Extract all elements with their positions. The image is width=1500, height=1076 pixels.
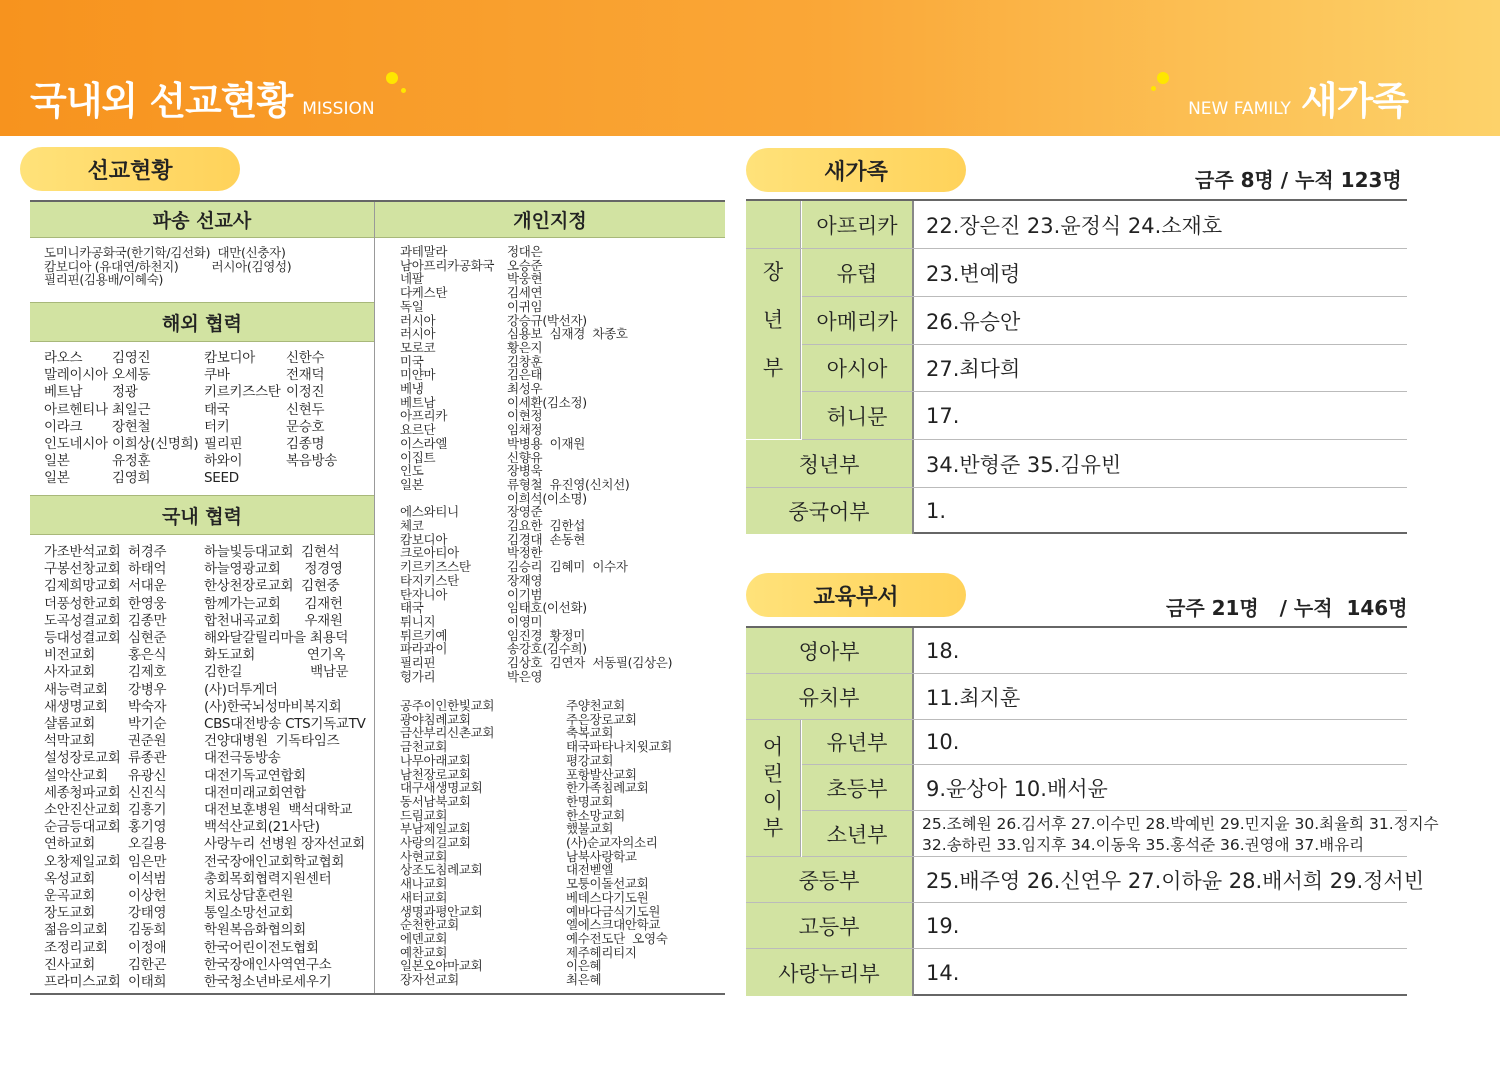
table-row — [746, 628, 1407, 674]
row-value: 10. — [926, 730, 960, 754]
newfamily-table — [746, 199, 1407, 534]
row-value: 22.장은진 23.윤정식 24.소재호 — [926, 213, 1223, 238]
row-label: 유럽 — [802, 249, 914, 296]
personal-country: 과테말라 남아프리카공화국 네팔 다케스탄 독일 러시아 러시아 모로코 미국 미얀마 베냉 베트남 아프리카 요르단 이스라엘 이집트 인도 일본 에스와티니 체코 캄보디아 크로아티아 키르키즈스탄 타지키스탄 탄자니아 태국 튀니지 튀르키예 파라과이 필리핀 헝가리 — [400, 244, 495, 684]
overseas-name-a: 김영진 오세동 정광 최일근 장현철 이희상(신명희) 유정훈 김영희 — [112, 350, 199, 487]
group-label-youth: 장 년 부 — [746, 201, 801, 439]
table-row — [802, 297, 1407, 345]
table-row — [802, 765, 1407, 811]
table-row — [746, 440, 1407, 488]
row-value: 19. — [926, 913, 960, 938]
row-label: 아프리카 — [802, 201, 914, 248]
row-value: 18. — [926, 638, 960, 663]
domestic-header: 국내 협력 — [30, 495, 374, 535]
table-row — [746, 674, 1407, 720]
row-value: 11.최지훈 — [926, 685, 1021, 710]
dot-icon — [1151, 86, 1156, 91]
dot-icon — [386, 72, 398, 84]
row-label: 고등부 — [746, 903, 914, 948]
row-label: 아시아 — [802, 345, 914, 391]
education-summary: 금주 21명 / 누적 146명 — [1166, 596, 1408, 620]
row-label: 청년부 — [746, 440, 914, 487]
dot-icon — [1157, 72, 1169, 84]
banner-sub-left: MISSION — [302, 99, 375, 119]
table-row — [746, 949, 1407, 996]
table-divider — [374, 202, 375, 993]
personal-church-b: 주양천교회 주은장로교회 축복교회 태국파타나치윗교회 평강교회 포항발산교회 한가족침례교회 한명교회 한소망교회 했불교회 (사)순교자의소리 남북사랑학교 대전벧엘 모퉁이돌선교회 베데스다기도원 예바다금식기도원 엘에스크대안학교 예수전도단 오영숙 제주헤리티지 이은혜 최은혜 — [566, 698, 672, 988]
newfamily-summary: 금주 8명 / 누적 123명 — [1195, 168, 1402, 192]
row-value: 27.최다희 — [926, 357, 1021, 381]
table-row — [802, 392, 1407, 440]
row-value: 17. — [926, 403, 960, 428]
overseas-country-b: 캄보디아 쿠바 키르키즈스탄 태국 터키 필리핀 하와이 SEED — [204, 350, 281, 487]
dispatch-header: 파송 선교사 — [30, 202, 374, 238]
overseas-country-a: 라오스 말레이시아 베트남 아르헨티나 이라크 인도네시아 일본 일본 — [44, 350, 108, 487]
row-value: 1. — [926, 499, 947, 523]
banner-title-left: 국내외 선교현황 MISSION — [30, 79, 375, 123]
domestic-church-b: 하늘빛등대교회 김현석 하늘영광교회 정경영 한상천장로교회 김현중 함께가는교회 김재헌 합천내곡교회 우재원 해와달갈릴리마을 최용덕 화도교회 연기옥 김한길 백남문 (사)더투게더 (사)한국뇌성마비복지회 CBS대전방송 CTS기독교TV 건양대병원 기독타임즈 대전극동방송 대전기독교연합회 대전미래교회연합 대전보훈병원 백석대학교 백석산교회(21사단) 사랑누리 선병원 장자선교회 전국장애인교회학교협회 총회목회협력지원센터 치료상담훈련원 통일소망선교회 학원복음화협의회 한국어린이전도협회 한국장애인사역연구소 한국청소년바로세우기 — [204, 544, 366, 991]
row-value: 25.조혜원 26.김서후 27.이수민 28.박예빈 29.민지윤 30.최율희 31.정지수 32.송하린 33.임지후 34.이동욱 35.홍석준 36.권영애 37.배유리 — [922, 815, 1439, 854]
domestic-church-a: 가조반석교회 구봉선창교회 김제희망교회 더풍성한교회 도곡성결교회 등대성결교회 비전교회 사자교회 새능력교회 새생명교회 샬롬교회 석막교회 설성장로교회 설악산교회 세종청파교회 소안진산교회 순금등대교회 연하교회 오창제일교회 옥성교회 운곡교회 장도교회 젊음의교회 조정리교회 진사교회 프라미스교회 — [44, 544, 121, 991]
table-row — [746, 857, 1424, 903]
table-row — [746, 201, 1407, 249]
newfamily-pill: 새가족 — [746, 148, 966, 192]
banner-sub-right: NEW FAMILY — [1188, 99, 1291, 119]
row-value: 25.배주영 26.신연우 27.이하윤 28.배서희 29.정서빈 — [926, 868, 1424, 893]
row-value: 14. — [926, 960, 960, 985]
row-label: 유년부 — [802, 720, 914, 764]
row-label: 아메리카 — [802, 297, 914, 344]
domestic-name-a: 허경주 하태억 서대운 한영웅 김종만 심현준 홍은식 김제호 강병우 박숙자 박기순 권준원 류종관 유광신 신진식 김흥기 홍기영 오길용 임은만 이석범 이상헌 강태영 김동희 이정애 김한곤 이태희 — [128, 544, 167, 991]
dot-icon — [401, 88, 406, 93]
table-row — [746, 488, 1407, 534]
mission-table — [30, 200, 725, 995]
row-value: 23.변예령 — [926, 261, 1021, 286]
table-row — [802, 249, 1407, 297]
mission-pill: 선교현황 — [20, 147, 240, 191]
overseas-header: 해외 협력 — [30, 302, 374, 342]
dispatch-list: 도미니카공화국(한기학/김선화) 대만(신충자) 캄보디아 (유대연/하천지) 러시아(김영성) 필리핀(김용배/이혜숙) — [44, 245, 292, 288]
personal-church-a: 공주이인한빛교회 광야침례교회 금산부리신촌교회 금천교회 나무아래교회 남천장로교회 대구새생명교회 동서남북교회 드림교회 부남제일교회 사랑의길교회 사현교회 상조도침례교회 새나교회 새터교회 생명과평안교회 순천한교회 에덴교회 예찬교회 일본오야마교회 장자선교회 — [400, 698, 495, 988]
row-label: 소년부 — [802, 811, 914, 856]
row-label: 사랑누리부 — [746, 949, 914, 996]
row-value: 34.반형준 35.김유빈 — [926, 452, 1122, 477]
personal-name: 정대은 오승준 박웅현 김세연 이귀임 강승규(박선자) 심용보 심재경 차종호 황은지 김창훈 김은태 최성우 이세환(김소정) 이현정 임채정 박병용 이재원 신향유 장병욱 류형철 유진영(신치선) 이희석(이소명) 장영준 김요한 김한섭 김경대 손동현 박정한 김승리 김혜미 이수자 장재영 이기범 임태호(이선화) 이영미 임진경 황정미 송강호(김수희) 김상호 김연자 서동필(김상은) 박은영 — [507, 244, 673, 684]
row-label: 유치부 — [746, 674, 914, 719]
table-row — [802, 811, 1439, 857]
table-row — [746, 903, 1407, 949]
overseas-name-b: 신한수 전재덕 이정진 신현두 문승호 김종명 복음방송 — [286, 350, 337, 470]
row-value: 26.유승안 — [926, 309, 1021, 334]
banner-title-right: NEW FAMILY 새가족 — [1188, 79, 1408, 123]
row-label: 중등부 — [746, 857, 914, 902]
row-label: 초등부 — [802, 765, 914, 810]
row-value: 9.윤상아 10.배서윤 — [926, 776, 1108, 801]
row-label: 허니문 — [802, 392, 914, 439]
personal-header: 개인지정 — [375, 202, 725, 238]
education-table — [746, 626, 1439, 996]
row-label: 영아부 — [746, 628, 914, 673]
row-label: 중국어부 — [746, 488, 914, 534]
group-label-children: 어 린 이 부 — [746, 720, 801, 857]
table-row — [802, 720, 1407, 765]
table-row — [802, 345, 1407, 392]
education-pill: 교육부서 — [746, 573, 966, 617]
